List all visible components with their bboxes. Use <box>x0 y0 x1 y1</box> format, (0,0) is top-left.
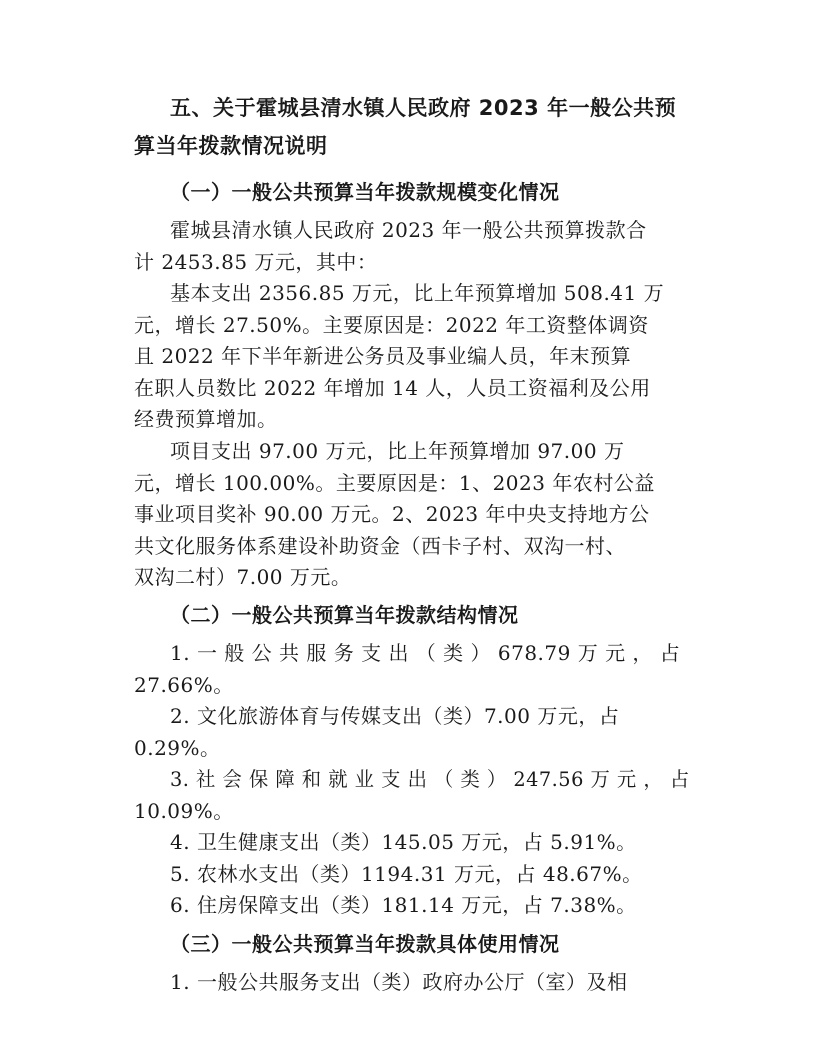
section1-p3-line4: 共文化服务体系建设补助资金（西卡子村、双沟一村、 <box>134 534 626 558</box>
section2-heading: （二）一般公共预算当年拨款结构情况 <box>170 603 519 627</box>
section1-p2-line5: 经费预算增加。 <box>134 407 278 431</box>
section1-heading: （一）一般公共预算当年拨款规模变化情况 <box>170 180 560 204</box>
section2-item1-line1: 1. 一 般 公 共 服 务 支 出 （ 类 ） 678.79 万 元 ， 占 <box>170 641 681 665</box>
section3-heading: （三）一般公共预算当年拨款具体使用情况 <box>170 932 560 956</box>
section2-item3-line2: 10.09%。 <box>134 799 234 823</box>
section1-p2-line1: 基本支出 2356.85 万元，比上年预算增加 508.41 万 <box>170 281 665 305</box>
section1-p1-line2: 计 2453.85 万元，其中： <box>134 250 378 274</box>
section2-item5: 5. 农林水支出（类）1194.31 万元，占 48.67%。 <box>170 862 643 886</box>
section1-p3-line3: 事业项目奖补 90.00 万元。2、2023 年中央支持地方公 <box>134 502 650 526</box>
section1-p1-line1: 霍城县清水镇人民政府 2023 年一般公共预算拨款合 <box>170 218 647 242</box>
section1-p3-line5: 双沟二村）7.00 万元。 <box>134 565 352 589</box>
section1-p2-line2: 元，增长 27.50%。主要原因是：2022 年工资整体调资 <box>134 313 649 337</box>
section1-p2-line4: 在职人员数比 2022 年增加 14 人，人员工资福利及公用 <box>134 376 651 400</box>
doc-title-line-2: 算当年拨款情况说明 <box>134 134 328 158</box>
section2-item4: 4. 卫生健康支出（类）145.05 万元，占 5.91%。 <box>170 830 637 854</box>
section2-item6: 6. 住房保障支出（类）181.14 万元，占 7.38%。 <box>170 893 637 917</box>
section1-p3-line1: 项目支出 97.00 万元，比上年预算增加 97.00 万 <box>170 439 625 463</box>
doc-title-line-1: 五、关于霍城县清水镇人民政府 2023 年一般公共预 <box>170 96 677 120</box>
section2-item2-line1: 2. 文化旅游体育与传媒支出（类）7.00 万元，占 <box>170 704 620 728</box>
section1-p2-line3: 且 2022 年下半年新进公务员及事业编人员，年末预算 <box>134 344 632 368</box>
section2-item3-line1: 3. 社 会 保 障 和 就 业 支 出 （ 类 ） 247.56 万 元 ， 占 <box>170 767 690 791</box>
section1-p3-line2: 元，增长 100.00%。主要原因是：1、2023 年农村公益 <box>134 471 655 495</box>
section3-item1-line1: 1. 一般公共服务支出（类）政府办公厅（室）及相 <box>170 970 628 994</box>
section2-item1-line2: 27.66%。 <box>134 673 234 697</box>
section2-item2-line2: 0.29%。 <box>134 736 221 760</box>
